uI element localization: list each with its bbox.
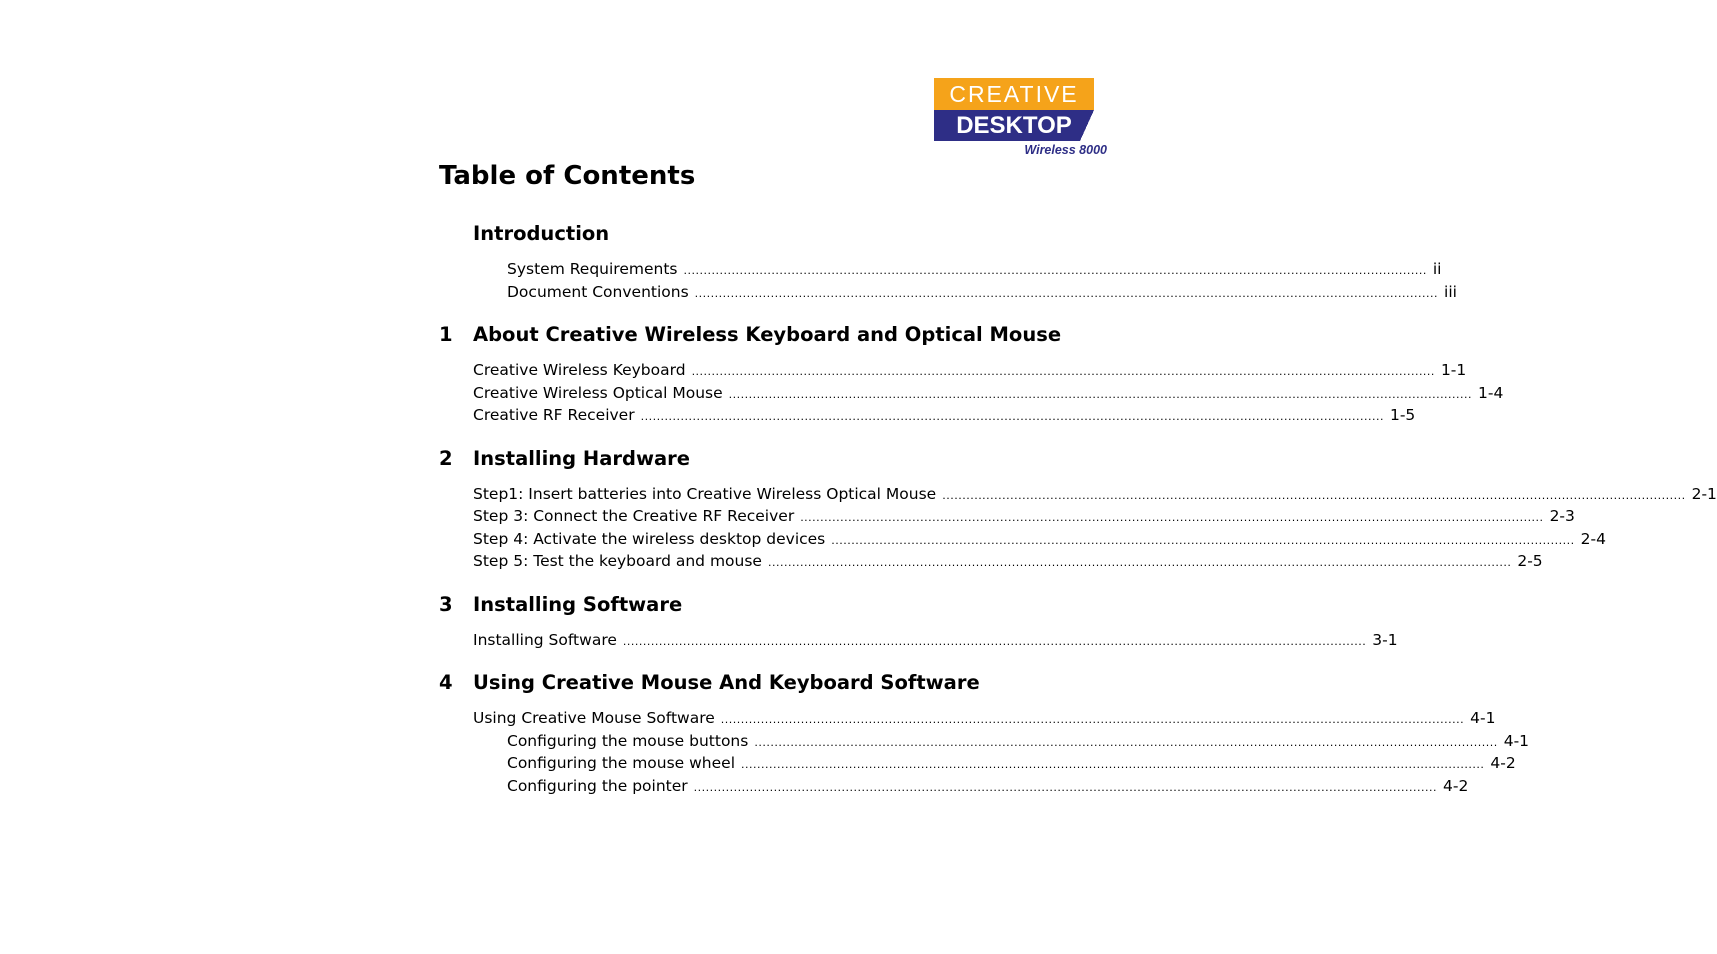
section-number: 2: [439, 447, 453, 470]
toc-entry-step5-test[interactable]: [473, 552, 1543, 574]
toc-entry-text: Configuring the pointer: [507, 777, 688, 795]
toc-entry-wireless-keyboard[interactable]: [473, 361, 1467, 383]
toc-entry-text: Configuring the mouse wheel: [507, 754, 736, 772]
toc-entry-text: Using Creative Mouse Software: [473, 709, 715, 727]
toc-leader: ..........................................................................................................................................................................................: [640, 410, 1384, 423]
toc-leader: ..........................................................................................................................................................................................: [622, 635, 1367, 648]
toc-entry-text: Installing Software: [473, 631, 617, 649]
toc-page-number: 2-5: [1517, 552, 1543, 570]
toc-entry-text: Creative Wireless Keyboard: [473, 361, 686, 379]
creative-desktop-logo: [934, 78, 1108, 158]
toc-leader: ..........................................................................................................................................................................................: [800, 511, 1544, 524]
section-number: 1: [439, 323, 453, 346]
toc-leader: ..........................................................................................................................................................................................: [720, 713, 1465, 726]
toc-leader: ..........................................................................................................................................................................................: [831, 534, 1575, 547]
toc-entry-text: Creative Wireless Optical Mouse: [473, 384, 723, 402]
toc-leader: ..........................................................................................................................................................................................: [694, 287, 1439, 300]
toc-entry-rf-receiver[interactable]: [473, 406, 1416, 428]
section-title: Installing Hardware: [473, 447, 690, 470]
toc-entry-using-mouse-software[interactable]: [473, 709, 1496, 731]
toc-entry-wireless-optical-mouse[interactable]: [473, 384, 1504, 406]
toc-leader: ..........................................................................................................................................................................................: [691, 365, 1435, 378]
toc-entry-text: Step 3: Connect the Creative RF Receiver: [473, 507, 795, 525]
toc-entry-text: System Requirements: [507, 260, 678, 278]
toc-page-number: 2-4: [1580, 530, 1606, 548]
toc-leader: ..........................................................................................................................................................................................: [754, 736, 1498, 749]
toc-page-number: 1-1: [1440, 361, 1467, 379]
toc-entry-configuring-buttons[interactable]: [507, 732, 1530, 754]
page-title: Table of Contents: [439, 161, 696, 191]
section-title: Using Creative Mouse And Keyboard Software: [473, 671, 980, 694]
toc-entry-step1-batteries[interactable]: [473, 485, 1717, 507]
toc-page-number: 4-1: [1503, 732, 1530, 750]
toc-entry-step3-connect-receiver[interactable]: [473, 507, 1575, 529]
logo-model: Wireless 8000: [1024, 143, 1107, 157]
toc-leader: ..........................................................................................................................................................................................: [767, 556, 1512, 569]
toc-leader: ..........................................................................................................................................................................................: [942, 489, 1686, 502]
section-number: 4: [439, 671, 453, 694]
toc-entry-step4-activate[interactable]: [473, 530, 1606, 552]
toc-page-number: 3-1: [1372, 631, 1398, 649]
logo-brand: CREATIVE: [934, 78, 1094, 110]
toc-entry-text: Step 5: Test the keyboard and mouse: [473, 552, 762, 570]
toc-page-number: 4-2: [1443, 777, 1469, 795]
toc-entry-configuring-pointer[interactable]: [507, 777, 1469, 799]
section-title: About Creative Wireless Keyboard and Optical Mouse: [473, 323, 1062, 346]
toc-page-number: 4-1: [1470, 709, 1496, 727]
toc-leader: ..........................................................................................................................................................................................: [728, 388, 1473, 401]
toc-leader: ..........................................................................................................................................................................................: [741, 758, 1485, 771]
toc-page-number: 4-2: [1490, 754, 1516, 772]
toc-page-number: 2-3: [1549, 507, 1575, 525]
toc-page-number: 2-1: [1691, 485, 1717, 503]
toc-entry-installing-software[interactable]: [473, 631, 1398, 653]
logo-corner-notch: [1080, 110, 1094, 141]
toc-entry-document-conventions[interactable]: [507, 283, 1457, 305]
toc-page-number: ii: [1432, 260, 1442, 278]
toc-entry-text: Configuring the mouse buttons: [507, 732, 749, 750]
toc-entry-text: Creative RF Receiver: [473, 406, 635, 424]
toc-page-number: iii: [1444, 283, 1457, 301]
toc-entry-system-requirements[interactable]: [507, 260, 1442, 282]
toc-entry-text: Step 4: Activate the wireless desktop devices: [473, 530, 826, 548]
section-title: Introduction: [473, 222, 610, 245]
toc-page-number: 1-5: [1389, 406, 1416, 424]
section-number: 3: [439, 593, 453, 616]
toc-entry-configuring-wheel[interactable]: [507, 754, 1516, 776]
toc-entry-text: Document Conventions: [507, 283, 689, 301]
toc-leader: ..........................................................................................................................................................................................: [693, 781, 1438, 794]
toc-page-number: 1-4: [1478, 384, 1504, 402]
toc-leader: ..........................................................................................................................................................................................: [683, 264, 1427, 277]
logo-product: DESKTOP: [934, 110, 1094, 141]
section-title: Installing Software: [473, 593, 683, 616]
toc-entry-text: Step1: Insert batteries into Creative Wireless Optical Mouse: [473, 485, 937, 503]
